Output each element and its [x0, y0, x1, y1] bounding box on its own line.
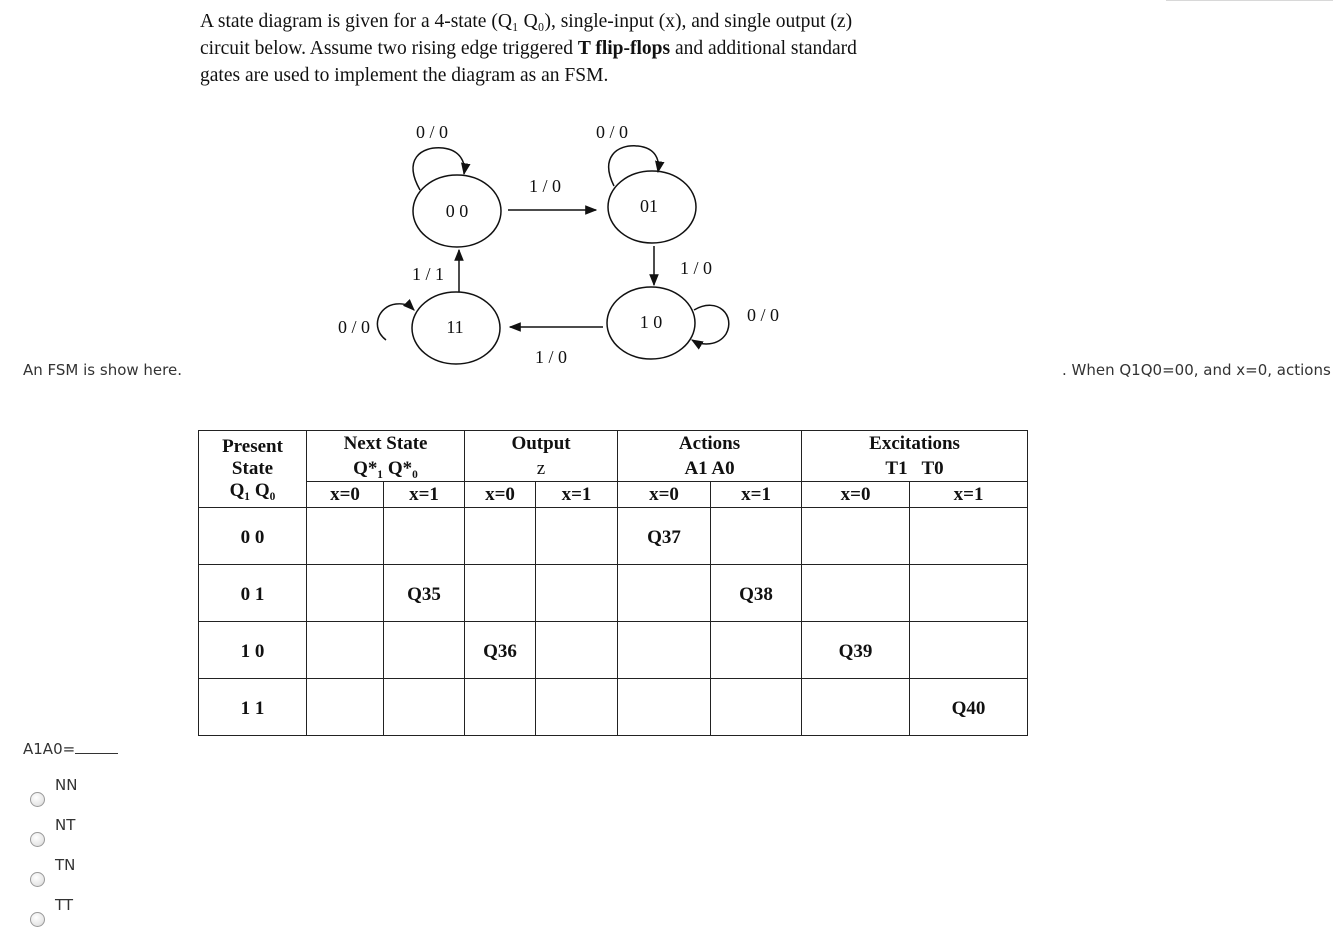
radio-button[interactable]: [30, 872, 45, 887]
blank-q35: Q35: [407, 584, 441, 605]
state-01-label: 01: [640, 196, 658, 216]
question-label: A1A0=: [23, 740, 118, 758]
label-self-01: 0 / 0: [595, 122, 629, 142]
answer-blank: [75, 753, 118, 754]
cell: [384, 508, 465, 565]
output-subheader: z: [465, 457, 618, 482]
cell: [465, 508, 536, 565]
table-header-row-1: [199, 431, 1028, 458]
state-11-label: 11: [446, 317, 464, 337]
cell: [711, 565, 802, 622]
row-state: 1 0: [199, 622, 307, 679]
cell: [711, 679, 802, 736]
self-loop-01: [609, 146, 659, 186]
blank-q39: Q39: [838, 641, 873, 662]
next-state-subheader: Q*₁ Q*₀: [307, 457, 465, 482]
cell: [536, 622, 618, 679]
cell: [910, 622, 1028, 679]
top-right-divider: [1166, 0, 1333, 1]
cell: [711, 508, 802, 565]
self-loop-11: [377, 304, 414, 340]
actions-header: Actions: [618, 431, 802, 458]
table-header-row-3: [199, 482, 1028, 508]
cell: [384, 679, 465, 736]
cell: [465, 679, 536, 736]
col-next-x0: x=0: [307, 482, 384, 508]
label-00-to-01: 1 / 0: [528, 176, 562, 196]
cell: [536, 565, 618, 622]
output-header: Output: [465, 431, 618, 458]
cell: [802, 622, 910, 679]
cell: [307, 508, 384, 565]
option-label[interactable]: TT: [55, 896, 74, 914]
row-state: 0 0: [199, 508, 307, 565]
excitations-header: Excitations: [802, 431, 1028, 458]
label-self-11: 0 / 0: [337, 317, 371, 337]
option-tt[interactable]: [30, 896, 230, 940]
cell: [618, 565, 711, 622]
state-00-label: 0 0: [445, 201, 469, 221]
col-exc-x1: x=1: [910, 482, 1028, 508]
state-diagram: [198, 0, 1028, 420]
col-next-x1: x=1: [384, 482, 465, 508]
col-actions-x0: x=0: [618, 482, 711, 508]
table-row: [199, 679, 1028, 736]
cell: [618, 679, 711, 736]
table-row: [199, 508, 1028, 565]
radio-button[interactable]: [30, 912, 45, 927]
cell: [910, 565, 1028, 622]
intro-line-2: circuit below. Assume two rising edge triggered T flip-flops and additional standard: [200, 38, 857, 59]
radio-button[interactable]: [30, 832, 45, 847]
table-row: [199, 622, 1028, 679]
cell: [802, 508, 910, 565]
self-loop-00: [413, 148, 464, 190]
prompt-lead-text: An FSM is show here.: [23, 361, 182, 379]
label-11-to-00: 1 / 1: [411, 264, 445, 284]
intro-line-3: gates are used to implement the diagram as an FSM.: [200, 65, 609, 86]
col-actions-x1: x=1: [711, 482, 802, 508]
cell: [384, 622, 465, 679]
state-10-label: 1 0: [639, 312, 663, 332]
table-header-row-2: [199, 457, 1028, 482]
next-state-header: Next State: [307, 431, 465, 458]
present-state-header: Present State Q₁ Q₀: [199, 431, 307, 508]
cell: [384, 565, 465, 622]
blank-q36: Q36: [483, 641, 517, 662]
excitation-table: [198, 430, 1028, 736]
option-nt[interactable]: [30, 816, 230, 860]
cell: [910, 508, 1028, 565]
cell: [711, 622, 802, 679]
option-label[interactable]: TN: [55, 856, 76, 874]
intro-line-1: A state diagram is given for a 4-state (Q₁ Q₀), single-input (x), and single output (z): [200, 11, 853, 32]
actions-subheader: A1 A0: [618, 457, 802, 482]
cell: [536, 508, 618, 565]
label-01-to-10: 1 / 0: [679, 258, 713, 278]
row-state: 0 1: [199, 565, 307, 622]
cell: [618, 622, 711, 679]
radio-button[interactable]: [30, 792, 45, 807]
table-row: [199, 565, 1028, 622]
cell: [802, 565, 910, 622]
cell: [465, 565, 536, 622]
blank-q38: Q38: [739, 584, 773, 605]
option-label[interactable]: NT: [55, 816, 76, 834]
label-10-to-11: 1 / 0: [534, 347, 568, 367]
cell: [910, 679, 1028, 736]
row-state: 1 1: [199, 679, 307, 736]
option-tn[interactable]: [30, 856, 230, 900]
col-exc-x0: x=0: [802, 482, 910, 508]
option-label[interactable]: NN: [55, 776, 78, 794]
blank-q40: Q40: [951, 698, 986, 719]
cell: [536, 679, 618, 736]
self-loop-10: [692, 305, 729, 344]
blank-q37: Q37: [647, 527, 681, 548]
question-figure: [198, 0, 1028, 730]
cell: [307, 679, 384, 736]
excitations-subheader: T1 T0: [802, 457, 1028, 482]
option-nn[interactable]: [30, 776, 230, 820]
col-output-x0: x=0: [465, 482, 536, 508]
prompt-tail-text: . When Q1Q0=00, and x=0, actions: [1062, 361, 1331, 379]
col-output-x1: x=1: [536, 482, 618, 508]
cell: [802, 679, 910, 736]
label-self-10: 0 / 0: [746, 305, 780, 325]
cell: [307, 565, 384, 622]
cell: [307, 622, 384, 679]
label-self-00: 0 / 0: [415, 122, 449, 142]
cell: [465, 622, 536, 679]
cell: [618, 508, 711, 565]
